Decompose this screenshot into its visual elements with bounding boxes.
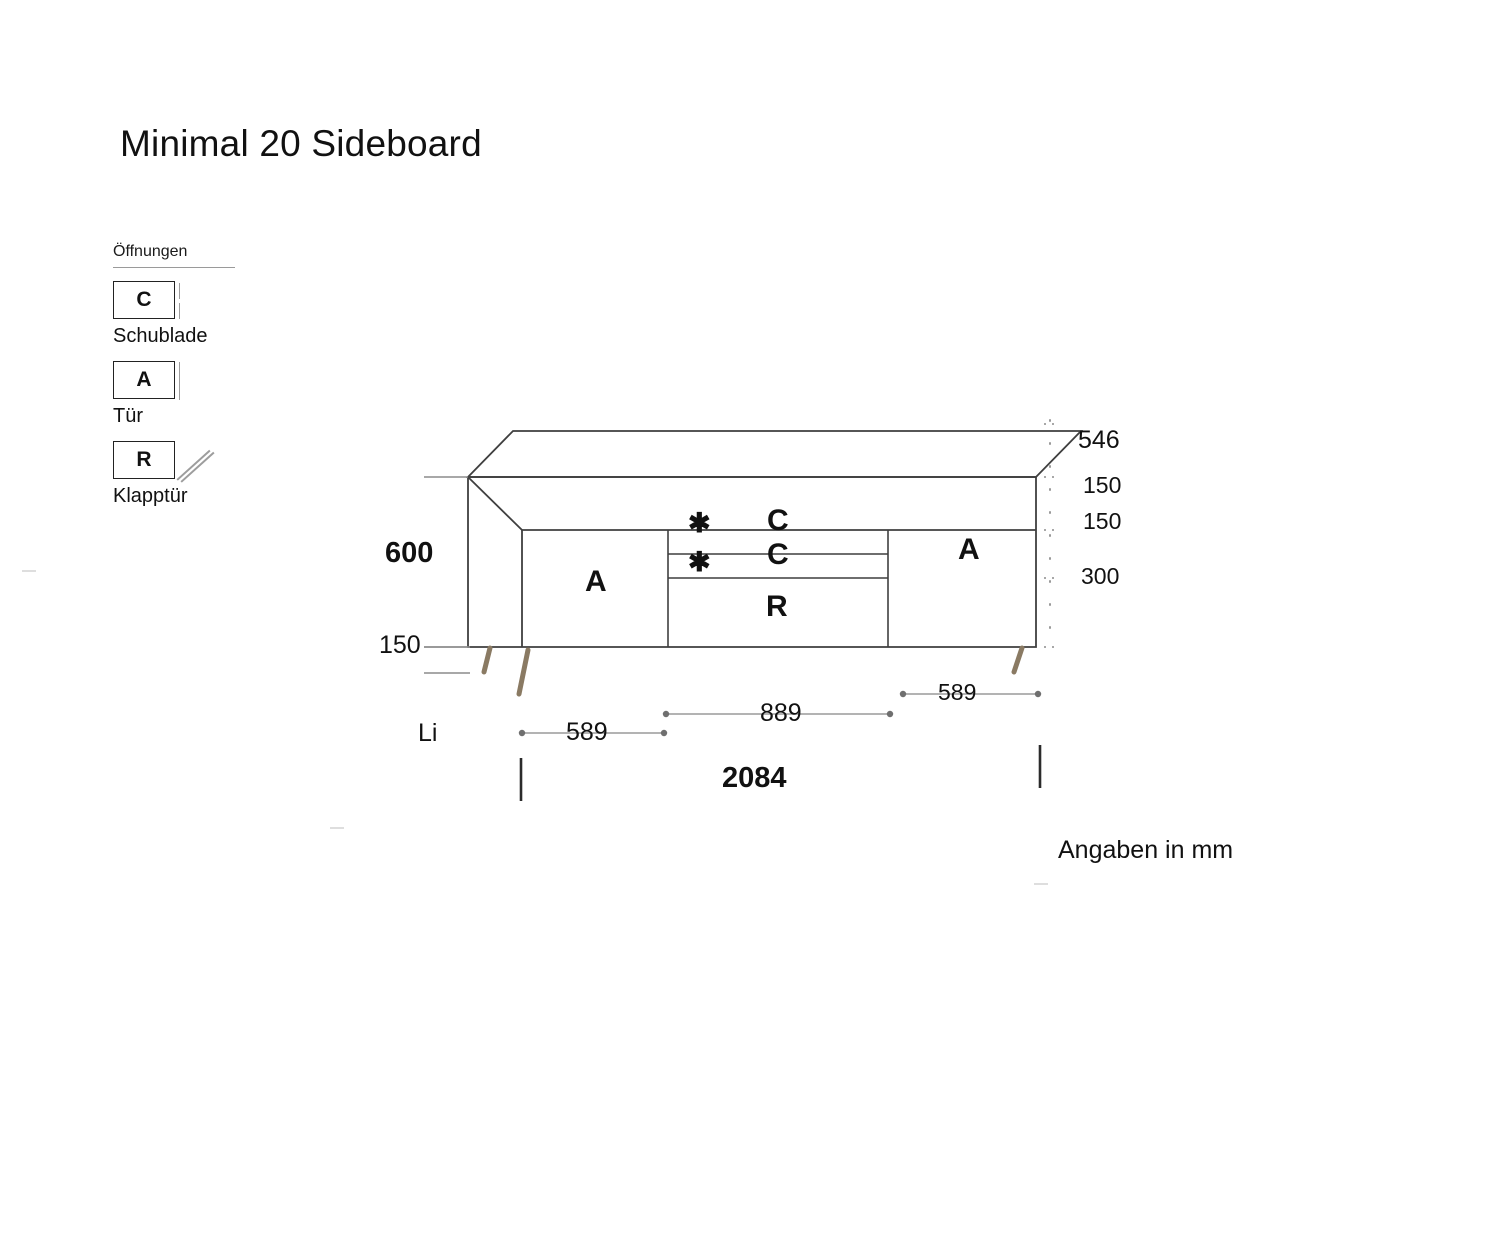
compartment-drawer-top: C bbox=[767, 504, 789, 537]
dot-889-left bbox=[663, 711, 669, 717]
dim-depth: 546 bbox=[1078, 426, 1120, 454]
cabinet-front-face bbox=[468, 477, 1036, 647]
side-code-label: Li bbox=[418, 719, 438, 747]
compartment-flap: R bbox=[766, 590, 788, 623]
star-marker-drawer-top: ✱ bbox=[688, 508, 711, 538]
leg-back-right bbox=[1014, 648, 1022, 672]
dim-right-2: 150 bbox=[1083, 508, 1122, 534]
dim-leg-height: 150 bbox=[379, 631, 421, 659]
legend-label-flap: Klapptür bbox=[113, 485, 188, 507]
cabinet-top-face bbox=[468, 431, 1081, 477]
dot-589ll-left bbox=[519, 730, 525, 736]
leg-back-left bbox=[484, 648, 490, 672]
dim-width-total: 2084 bbox=[722, 762, 787, 794]
dot-589ll-right bbox=[661, 730, 667, 736]
dim-height-total: 600 bbox=[385, 537, 434, 569]
dim-right-1: 150 bbox=[1083, 472, 1122, 498]
legend-label-door: Tür bbox=[113, 405, 143, 427]
legend-symbol-drawer: C bbox=[136, 288, 152, 311]
cabinet-left-diag-edge bbox=[468, 477, 522, 530]
legend-symbol-door: A bbox=[136, 368, 152, 391]
legend-title: Öffnungen bbox=[113, 243, 188, 260]
star-marker-drawer-second: ✱ bbox=[688, 547, 711, 577]
leg-front-left bbox=[519, 650, 528, 694]
dot-589ur-left bbox=[900, 691, 906, 697]
legend-label-drawer: Schublade bbox=[113, 325, 208, 347]
units-note: Angaben in mm bbox=[1058, 836, 1234, 864]
compartment-left-door: A bbox=[585, 565, 607, 598]
compartment-drawer-second: C bbox=[767, 538, 789, 571]
dim-width-right-589: 589 bbox=[938, 679, 977, 705]
dot-589ur-right bbox=[1035, 691, 1041, 697]
dim-right-3: 300 bbox=[1081, 563, 1120, 589]
dim-width-center-889: 889 bbox=[760, 699, 802, 727]
dot-889-right bbox=[887, 711, 893, 717]
page-title: Minimal 20 Sideboard bbox=[120, 123, 482, 164]
dim-width-left-589: 589 bbox=[566, 718, 608, 746]
legend-symbol-flap: R bbox=[136, 448, 152, 471]
compartment-right-door: A bbox=[958, 533, 980, 566]
